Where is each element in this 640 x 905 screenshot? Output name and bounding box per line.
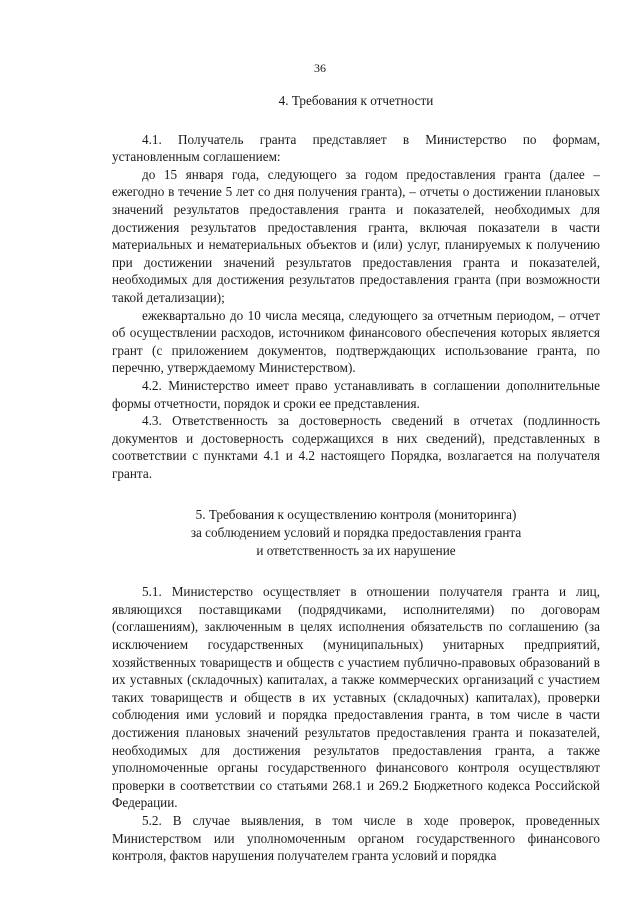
paragraph-4-1: 4.1. Получатель гранта представляет в Министерство по формам, установленным соглашением: xyxy=(112,131,600,165)
document-body xyxy=(112,92,600,865)
section-5-title-line: 5. Требования к осуществлению контроля (мониторинга) xyxy=(195,507,517,523)
paragraph-4-1-annual: до 15 января года, следующего за годом предоставления гранта (далее – ежегодно в течение 5 лет со дня получения гранта), – отчеты о достижении плановых значений результатов предоставления гранта и показателей, необходимых для достижения результатов предоставления гранта, включая показатели в части материальных и нематериальных объектов и (или) услуг, планируемых к получению при достижении значений результатов предоставления гранта и показателей, необходимых для достижения результатов предоставления гранта (при возможности такой детализации); xyxy=(112,166,600,305)
paragraph-5-1: 5.1. Министерство осуществляет в отношении получателя гранта и лиц, являющихся поставщиками (подрядчиками, исполнителями) по договорам (соглашениям), заключенным в целях исполнения обязательств по соглашению (за исключением государственных (муниципальных) унитарных предприятий, хозяйственных товариществ и обществ с участием публично-правовых образований в их уставных (складочных) капиталах, а также коммерческих организаций с участием таких товариществ и обществ в их уставных (складочных) капиталах), проверки соблюдения ими условий и порядка предоставления гранта, в том числе в части достижения плановых значений результатов предоставления гранта и показателей, необходимых для достижения результатов предоставления гранта, а также уполномоченные органы государственного финансового контроля осуществляют проверки в соответствии со статьями 268.1 и 269.2 Бюджетного кодекса Российской Федерации. xyxy=(112,584,600,811)
section-4-title: 4. Требования к отчетности xyxy=(278,93,434,108)
paragraph-5-2: 5.2. В случае выявления, в том числе в ходе проверок, проведенных Министерством или уполномоченным органом государственного финансового контроля, фактов нарушения получателем гранта условий и порядка xyxy=(112,812,600,864)
paragraph-4-1-quarterly: ежеквартально до 10 числа месяца, следующего за отчетным периодом, – отчет об осуществлении расходов, источником финансового обеспечения которых является грант (с приложением документов, подтверждающих использование гранта, по перечню, утверждаемому Министерством). xyxy=(112,307,600,376)
section-5-title-line: за соблюдением условий и порядка предоставления гранта xyxy=(190,525,522,541)
paragraph-4-2: 4.2. Министерство имеет право устанавливать в соглашении дополнительные формы отчетности, порядок и сроки ее представления. xyxy=(112,377,600,411)
paragraph-4-3: 4.3. Ответственность за достоверность сведений в отчетах (подлинность документов и достоверность содержащихся в них сведений), представленных в соответствии с пунктами 4.1 и 4.2 настоящего Порядка, возлагается на получателя гранта. xyxy=(112,413,600,481)
section-5-title xyxy=(112,506,600,559)
section-5-title-line: и ответственность за их нарушение xyxy=(256,542,456,558)
page-number: 36 xyxy=(314,61,326,75)
